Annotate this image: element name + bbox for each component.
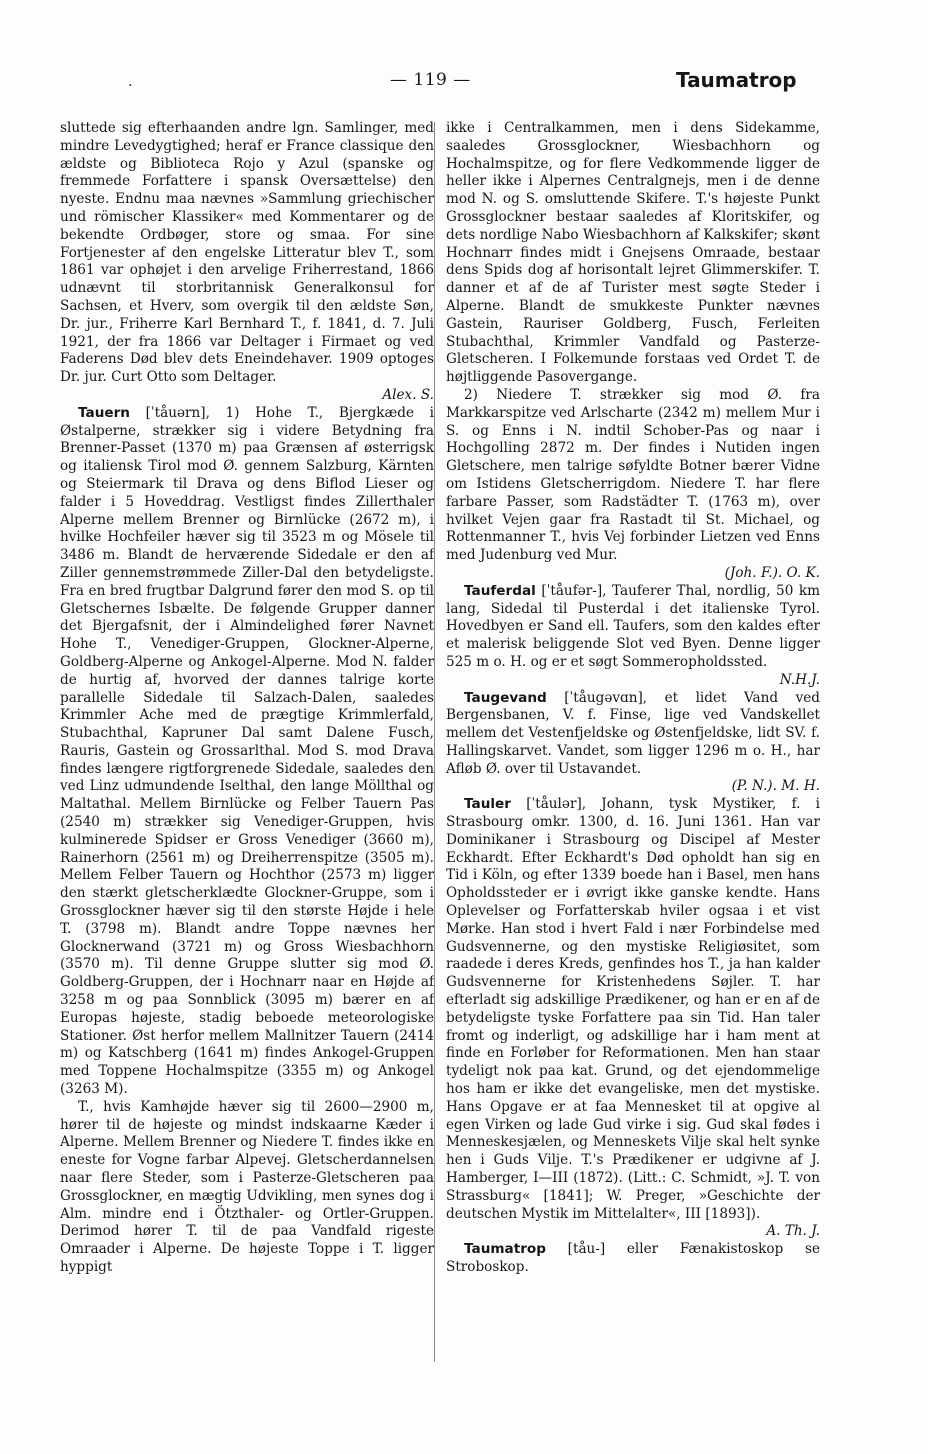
entry-signature: (P. N.). M. H. bbox=[731, 778, 820, 795]
column-divider bbox=[434, 122, 435, 1362]
page-header bbox=[0, 68, 928, 98]
entry-taugevand bbox=[446, 690, 820, 797]
entry-signature: N.H.J. bbox=[779, 671, 820, 688]
entry-text: [ˈtåuərn], 1) Hohe T., Bjergkæde i Østalperne, strækker sig i videre Betydning fra Brenner-Passet (1370 m) paa Grænsen af østerrigsk og italiensk Tirol mod Ø. gennem Salzburg, Kärnten og Steiermark til Drava og dens Biflod Lieser og falder i 5 Hoveddrag. Vestligst findes Zillerthaler Alperne mellem Brenner og Birnlücke (2672 m), i hvilke Hochfeiler hæver sig til 3523 m og Mösele til 3486 m. Blandt de herværende Sidedale er den af Ziller gennemstrømmede Ziller-Dal den betydeligste. Fra en bred frugtbar Dalgrund fører den mod S. op til Gletschernes Isbælte. De følgende Grupper danner det Bjergafsnit, der i Almindelighed fører Navnet Hohe T., Venediger-Gruppen, Glockner-Alperne, Goldberg-Alperne og Ankogel-Alperne. Mod N. falder de hurtig af, hvorved der dannes talrige korte parallelle Sidedale til Salzach-Dalen, saaledes Krimmler Ache med de prægtige Krimmlerfald, Stubachthal, Kapruner Dal samt Dalene Fusch, Rauris, Gastein og Grossarlthal. Mod S. mod Drava findes længere rigtforgrenede Sidedale, saaledes den ved Linz udmundende Iselthal, den lange Möllthal og Maltathal. Mellem Birnlücke og Felber Tauern Pas (2540 m) strækker sig Venediger-Gruppen, hvis kulminerede Spidser er Gross Venediger (3660 m), Rainerhorn (2561 m) og Dreiherrenspitze (3505 m). Mellem Felber Tauern og Hochthor (2573 m) ligger den stærkt gletscherklædte Glockner-Gruppe, som i Grossglockner hæver sig til den største Højde i hele T. (3798 m). Blandt andre Toppe nævnes her Glocknerwand (3721 m) og Gross Wiesbachhorn (3570 m). Til denne Gruppe slutter sig mod Ø. Goldberg-Gruppen, der i Hochnarr naar en Højde af 3258 m og paa Sonnblick (3095 m) bærer en af Europas højeste, stadig beboede meteorologiske Stationer. Øst herfor mellem Mallnitzer Tauern (2414 m) og Katschberg (1641 m) findes Ankogel-Gruppen med Toppene Hochalmspitze (3355 m) og Ankogel (3263 M). bbox=[60, 404, 435, 1098]
entry-text: 2) Niedere T. strækker sig mod Ø. fra Markkarspitze ved Arlscharte (2342 m) mellem Mur i S. og Enns i N. indtil Schober-Pas og naar i Hochgolling 2872 m. Der findes i Nutiden ingen Gletschere, men talrige søfyldte Botner bærer Vidne om Istidens Gletscherrigdom. Niedere T. har flere farbare Passer, som Radstädter T. (1763 m), over hvilket Vejen gaar fra Rastadt til St. Michael, og Rottenmanner T., hvis Vej forbinder Lietzen ved Enns med Judenburg ved Mur. bbox=[446, 386, 820, 564]
entry-text: [tåu-] eller Fænakistoskop se Stroboskop. bbox=[446, 1241, 820, 1275]
entry-text: sluttede sig efterhaanden andre lgn. Samlinger, med mindre Levedygtighed; heraf er France classique den ældste og Biblioteca Rojo y Azul (spanske og fremmede Forfattere i spansk Oversættelse) den nyeste. Endnu maa nævnes »Sammlung griechischer und römischer Klassiker« med Kommentarer og de bekendte Ordbøger, store og smaa. For sine Fortjenester af den engelske Litteratur blev T., som 1861 var ophøjet i den arvelige Friherrestand, 1866 udnævnt til storbritannisk Generalkonsul for Sachsen, et Hverv, som overgik til den ældste Søn, Dr. jur., Friherre Karl Bernhard T., f. 1841, d. 7. Juli 1921, der fra 1866 var Deltager i Firmaet og ved Faderens Død blev dets Eneindehaver. 1909 optoges Dr. jur. Curt Otto som Deltager. bbox=[60, 120, 434, 386]
entry-headword: Tauler bbox=[464, 796, 511, 813]
entry-headword: Tauferdal bbox=[464, 582, 536, 599]
entry-text: [ˈtåulər], Johann, tysk Mystiker, f. i Strasbourg omkr. 1300, d. 16. Juni 1361. Han var Dominikaner i Strasbourg og Discipel af Mester Eckhardt. Efter Eckhardt's Død opholdt han sig en Tid i Köln, og efter 1339 boede han i Basel, men hans Opholdssteder er i øvrigt ikke ganske kendte. Hans Oplevelser og Forfatterskab hviler ogsaa i et vist Mørke. Han stod i hvert Fald i nær Forbindelse med Gudsvennerne, og den mystiske Religiøsitet, som raadede i deres Kreds, genfindes hos T., ja han kalder Gudsvennerne for Kristenhedens Søjler. T. har efterladt sig adskillige Prædikener, og han er en af de betydeligste tyske Forfattere paa sin Tid. Han taler fromt og inderligt, og adskillige har i ham ment at finde en Forløber for Reformationen. Men han staar tydeligt nok paa kat. Grund, og det ejendommelige hos ham er ikke det evangeliske, men det mystiske. Hans Opgave er at faa Mennesket til at opgive al egen Virken og lade Gud virke i sig. Gud skal fødes i Menneskesjælen, og Menneskets Vilje skal helt synke hen i Guds Vilje. T.'s Prædikener er udgivne af J. Hamberger, I—III (1872). (Litt.: C. Schmidt, »J. T. von Strassburg« [1841]; W. Preger, »Geschichte der deutschen Mystik im Mittelalter«, III [1893]). bbox=[446, 796, 820, 1222]
entry-tauern-continued-right bbox=[446, 120, 820, 387]
entry-signature: A. Th. J. bbox=[766, 1223, 820, 1240]
entry-text: [ˈtåugəvɑn], et lidet Vand ved Bergensbanen, V. f. Finse, lige ved Vandskellet mellem det Vestenfjeldske og Østenfjeldske, lidt SV. f. Hallingskarvet. Vandet, som ligger 1296 m o. H., har Afløb Ø. over til Ustavandet. bbox=[446, 689, 820, 777]
entry-continuation bbox=[60, 120, 434, 405]
page-number: — 119 — bbox=[390, 70, 471, 90]
right-column bbox=[446, 120, 820, 1277]
entry-headword: Taumatrop bbox=[464, 1241, 546, 1258]
left-column bbox=[60, 120, 434, 1277]
entry-signature: Alex. S. bbox=[382, 386, 434, 403]
entry-text: T., hvis Kamhøjde hæver sig til 2600—2900 m, hører til de højeste og mindst indskaarne Kæder i Alperne. Mellem Brenner og Niedere T. findes ikke en eneste for Vogne farbar Alpevej. Gletscherdannelsen naar flere Steder, som i Pasterze-Gletscheren paa Grossglockner, en mægtig Udvikling, men synes dog i Alm. mindre end i Ötzthaler- og Ortler-Gruppen. Derimod hører T. til de paa Vandfald rigeste Omraader i Alperne. De højeste Toppe i T. ligger hyppigt bbox=[60, 1098, 434, 1275]
entry-text: [ˈtåufər-], Tauferer Thal, nordlig, 50 km lang, Sidedal til Pusterdal i det italienske Tyrol. Hovedbyen er Sand ell. Taufers, som den kaldes efter et malerisk beliggende Slot ved Byen. Denne ligger 525 m o. H. og er et søgt Sommeropholdssted. bbox=[446, 582, 821, 670]
entry-tauler bbox=[446, 796, 820, 1241]
entry-tauern bbox=[60, 405, 434, 1099]
entry-text: ikke i Centralkammen, men i dens Sidekamme, saaledes Grossglockner, Wiesbachhorn og Hochalmspitze, og for flere Vedkommende ligger de heller ikke i Alpernes Centralgnejs, men i de denne mod N. og S. omsluttende Skifere. T.'s højeste Punkt Grossglockner bestaar saaledes af Kloritskifer, og dets nordlige Nabo Wiesbachhorn af Kalkskifer; skønt Hochnarr findes midt i Gnejsens Omraade, bestaar dens Spids dog af horisontalt lejret Glimmerskifer. T. danner et af de af Turister mest søgte Steder i Alperne. Blandt de smukkeste Punkter nævnes Gastein, Rauriser Goldberg, Fusch, Ferleiten Stubachthal, Krimmler Vandfald og Pasterze-Gletscheren. I Folkemunde forstaas ved Ordet T. de højtliggende Pasovergange. bbox=[446, 120, 820, 386]
entry-tauern-continued bbox=[60, 1099, 434, 1277]
running-headword: Taumatrop bbox=[676, 68, 797, 92]
entry-taumatrop bbox=[446, 1241, 820, 1277]
entry-headword: Tauern bbox=[78, 404, 130, 421]
header-dot: . bbox=[128, 74, 133, 90]
entry-headword: Taugevand bbox=[464, 689, 547, 706]
entry-signature: (Joh. F.). O. K. bbox=[724, 564, 820, 581]
entry-tauferdal bbox=[446, 583, 820, 690]
entry-niedere-tauern bbox=[446, 387, 820, 583]
